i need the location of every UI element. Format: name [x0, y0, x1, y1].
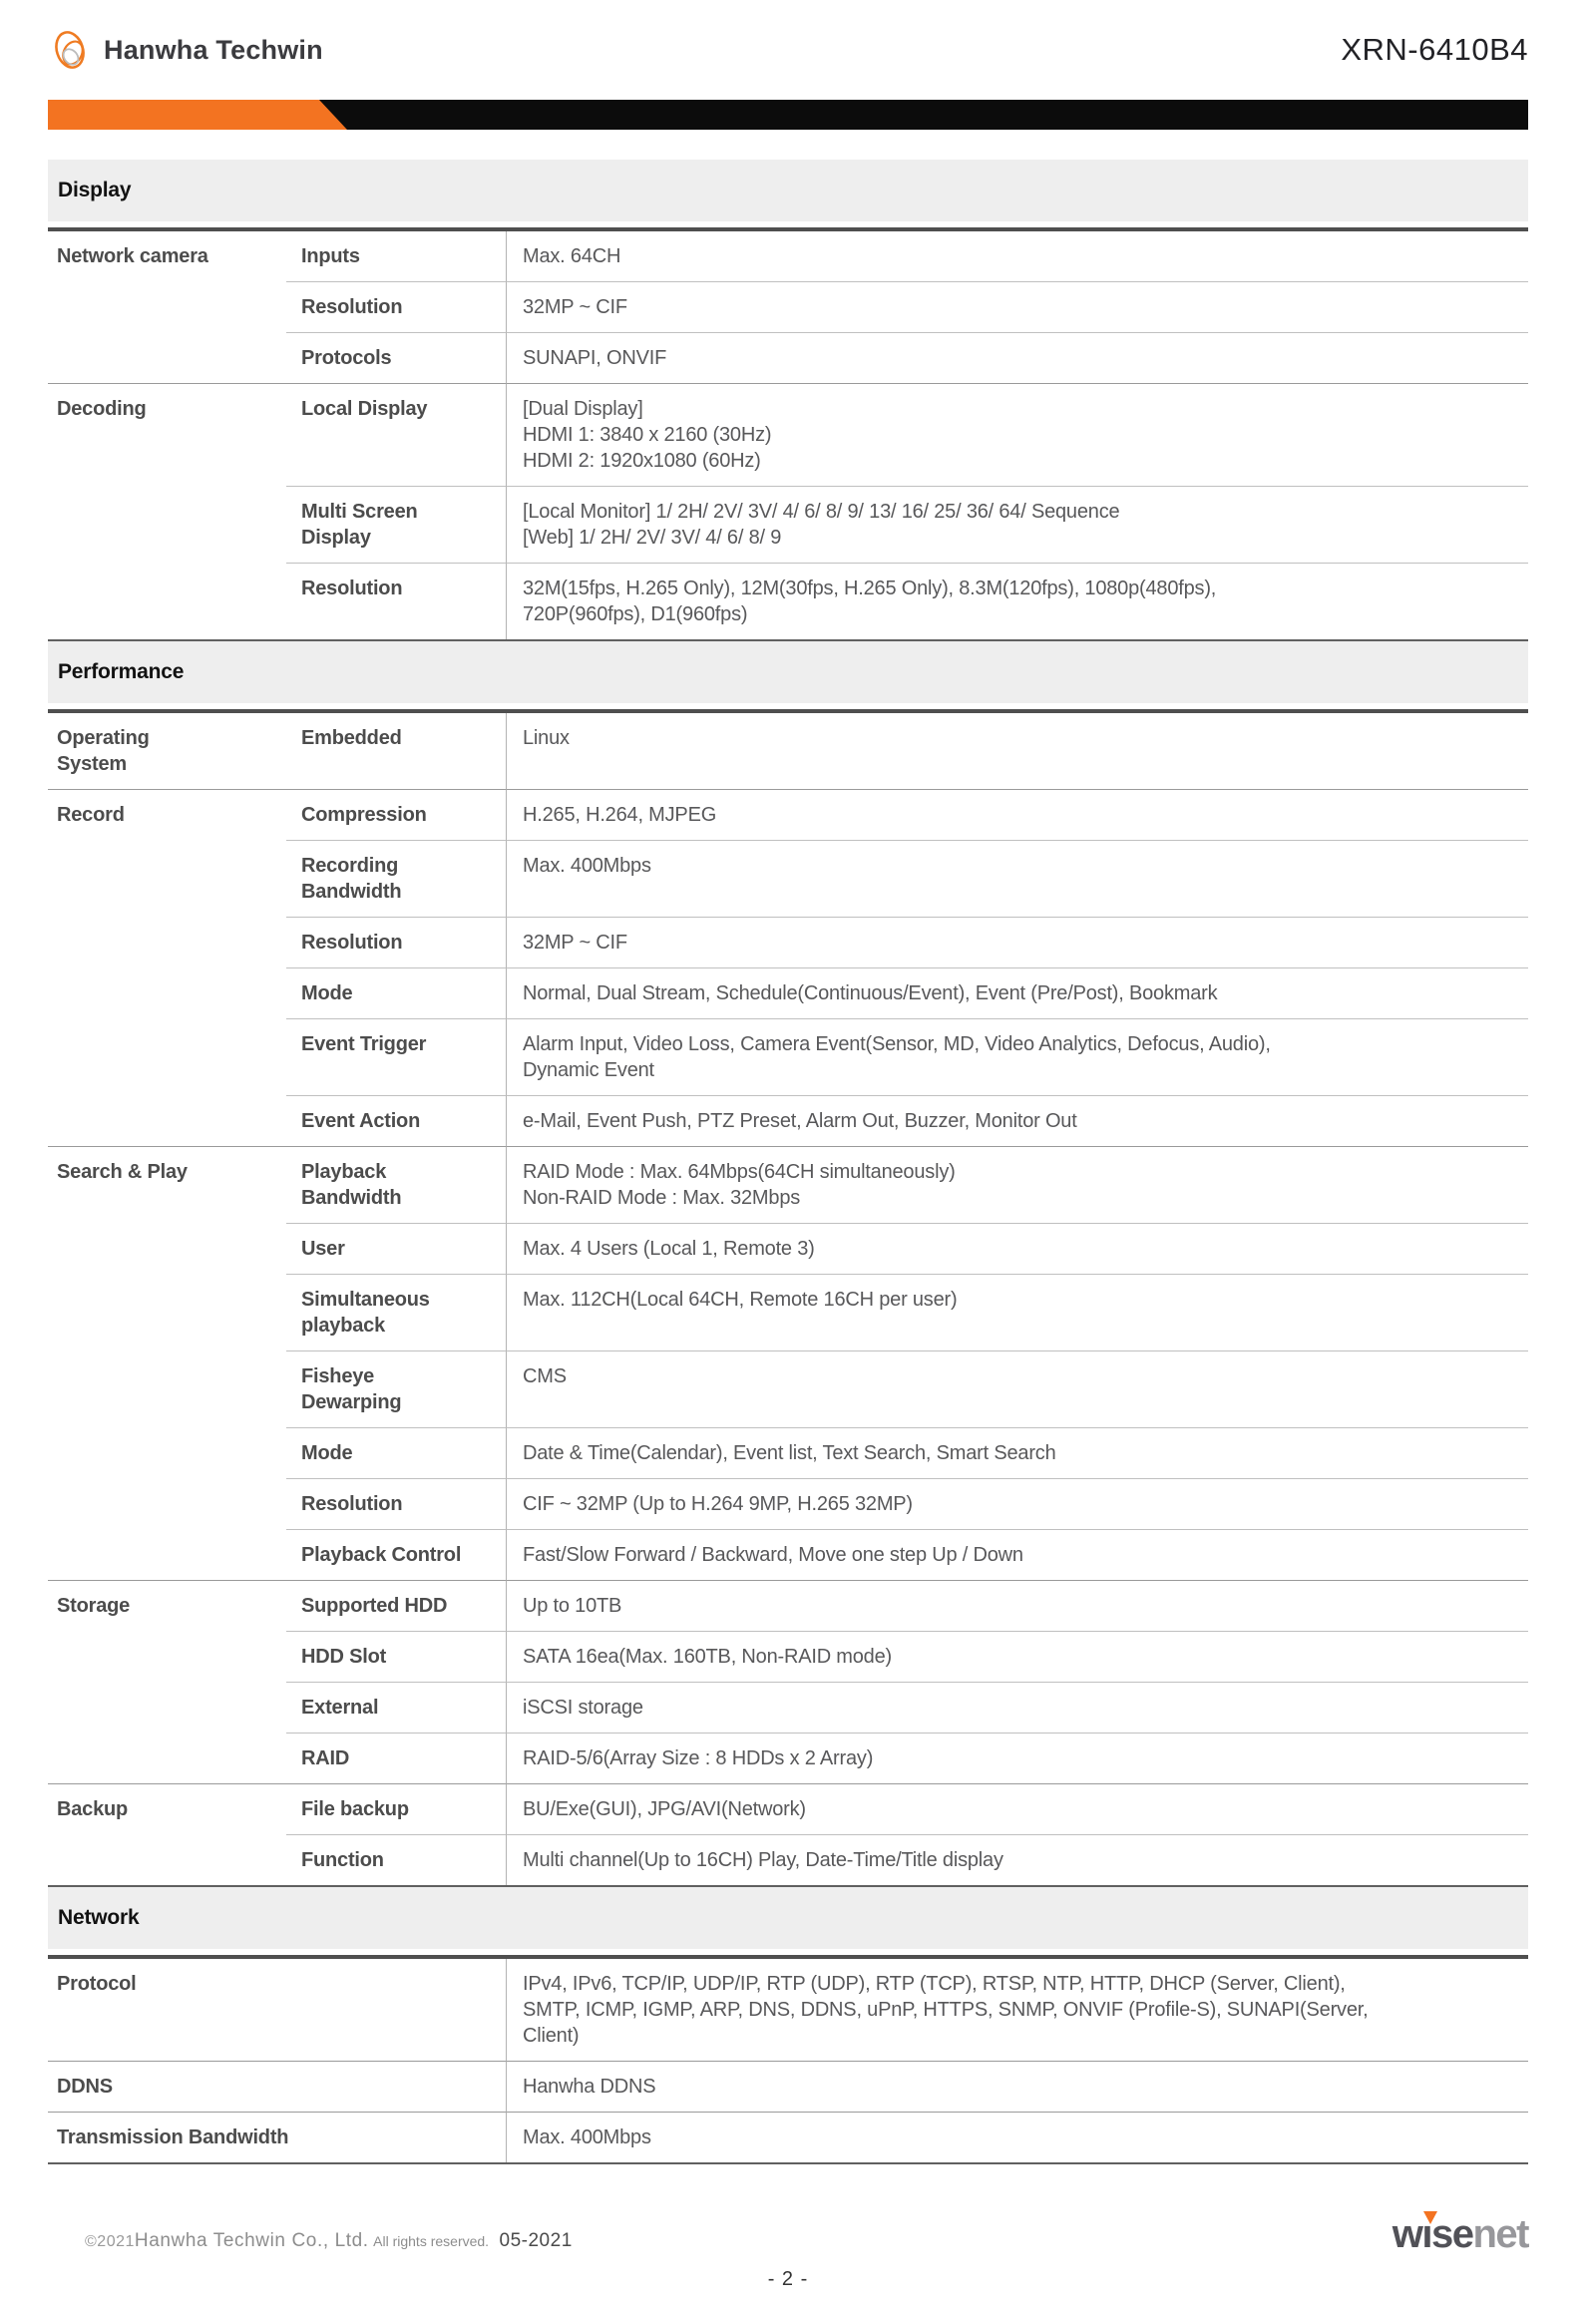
row-label: Compression — [286, 789, 506, 840]
row-value: Max. 400Mbps — [506, 2112, 1528, 2162]
row-group-label — [48, 563, 286, 639]
spec-row — [48, 1350, 1528, 1427]
page-header — [0, 0, 1596, 74]
row-label: Playback Control — [286, 1529, 506, 1580]
row-label: HDD Slot — [286, 1631, 506, 1682]
row-group-label — [48, 840, 286, 917]
spec-row — [48, 1146, 1528, 1223]
spec-row — [48, 789, 1528, 840]
section-header — [48, 160, 1528, 221]
copyright-year: ©2021 — [85, 2233, 135, 2250]
row-group-label — [48, 1834, 286, 1885]
row-label: Event Action — [286, 1095, 506, 1146]
row-value: [Local Monitor] 1/ 2H/ 2V/ 3V/ 4/ 6/ 8/ 9/ 13/ 16/ 25/ 36/ 64/ Sequence [Web] 1/ 2H/ 2V/ 3V/ 4/ 6/ 8/ 9 — [506, 486, 1528, 563]
row-label: Event Trigger — [286, 1018, 506, 1095]
section-table — [48, 227, 1528, 641]
page-footer — [48, 2164, 1528, 2314]
spec-row — [48, 1631, 1528, 1682]
row-label: Inputs — [301, 245, 360, 267]
spec-row — [48, 486, 1528, 563]
row-group-label — [48, 1427, 286, 1478]
row-group-label — [48, 1223, 286, 1274]
row-label: Resolution — [286, 917, 506, 967]
wisenet-logo-text-light: net — [1472, 2212, 1528, 2256]
section-header — [48, 641, 1528, 703]
spec-row — [48, 332, 1528, 383]
row-value: CIF ~ 32MP (Up to H.264 9MP, H.265 32MP) — [506, 1478, 1528, 1529]
spec-row — [48, 1529, 1528, 1580]
row-value: RAID Mode : Max. 64Mbps(64CH simultaneously) Non-RAID Mode : Max. 32Mbps — [506, 1146, 1528, 1223]
spec-row — [48, 1834, 1528, 1885]
row-value: SATA 16ea(Max. 160TB, Non-RAID mode) — [506, 1631, 1528, 1682]
spec-row — [48, 1427, 1528, 1478]
row-group-label: Network camera — [57, 245, 208, 267]
row-group-label — [48, 332, 286, 383]
row-group-label — [48, 1682, 286, 1733]
row-group-label — [48, 1350, 286, 1427]
spec-row — [48, 1478, 1528, 1529]
wisenet-triangle-icon — [1423, 2211, 1437, 2224]
row-label: Mode — [286, 967, 506, 1018]
row-value: Linux — [506, 713, 1528, 789]
spec-row — [48, 1274, 1528, 1350]
spec-row — [48, 840, 1528, 917]
row-value: [Dual Display] HDMI 1: 3840 x 2160 (30Hz) HDMI 2: 1920x1080 (60Hz) — [506, 383, 1528, 486]
row-value: RAID-5/6(Array Size : 8 HDDs x 2 Array) — [506, 1733, 1528, 1783]
row-label: Playback Bandwidth — [286, 1146, 506, 1223]
row-value: IPv4, IPv6, TCP/IP, UDP/IP, RTP (UDP), RTP (TCP), RTSP, NTP, HTTP, DHCP (Server, Client), SMTP, ICMP, IGMP, ARP, DNS, DDNS, uPnP, HTTPS, SNMP, ONVIF (Profile-S), SUNAPI(Server, Client) — [506, 1959, 1528, 2061]
row-group-label — [48, 281, 286, 332]
row-group-label — [48, 1018, 286, 1095]
copyright-line — [85, 2230, 573, 2252]
spec-row — [48, 1733, 1528, 1783]
row-group-label — [48, 1631, 286, 1682]
row-label: Simultaneous playback — [286, 1274, 506, 1350]
hanwha-logo-icon — [48, 26, 96, 74]
row-group-label — [48, 967, 286, 1018]
row-value: Date & Time(Calendar), Event list, Text Search, Smart Search — [506, 1427, 1528, 1478]
row-group-label: Storage — [48, 1580, 286, 1631]
row-group-label — [48, 486, 286, 563]
row-group-label — [48, 1274, 286, 1350]
row-group-label — [48, 1529, 286, 1580]
spec-row — [48, 1783, 1528, 1834]
row-value: Up to 10TB — [506, 1580, 1528, 1631]
section-table — [48, 709, 1528, 1887]
row-value: Max. 4 Users (Local 1, Remote 3) — [506, 1223, 1528, 1274]
spec-row — [48, 917, 1528, 967]
brand-logo — [48, 26, 323, 74]
row-group-label: Decoding — [48, 383, 286, 486]
row-label: Protocol — [57, 1973, 137, 1995]
row-value: Max. 112CH(Local 64CH, Remote 16CH per user) — [506, 1274, 1528, 1350]
row-label: Fisheye Dewarping — [286, 1350, 506, 1427]
page-number: - 2 - — [767, 2268, 809, 2290]
row-group-label: Operating System — [57, 727, 150, 775]
row-value: e-Mail, Event Push, PTZ Preset, Alarm Out, Buzzer, Monitor Out — [506, 1095, 1528, 1146]
spec-row — [48, 967, 1528, 1018]
row-label: Protocols — [286, 332, 506, 383]
spec-row — [48, 231, 1528, 281]
spec-row — [48, 281, 1528, 332]
row-value: Max. 64CH — [506, 231, 1528, 281]
spec-row — [48, 2112, 1528, 2162]
row-label: External — [286, 1682, 506, 1733]
spec-row — [48, 383, 1528, 486]
row-group-label — [48, 1095, 286, 1146]
header-accent-bar — [48, 100, 1528, 130]
accent-bar-orange-segment — [48, 100, 1528, 130]
spec-row — [48, 1223, 1528, 1274]
section-table — [48, 1955, 1528, 2164]
section-title: Network — [58, 1906, 140, 1929]
row-label: Mode — [286, 1427, 506, 1478]
row-value: 32MP ~ CIF — [506, 917, 1528, 967]
row-value: iSCSI storage — [506, 1682, 1528, 1733]
row-label: Resolution — [286, 1478, 506, 1529]
spec-row — [48, 1018, 1528, 1095]
spec-row — [48, 2061, 1528, 2112]
row-label: File backup — [286, 1783, 506, 1834]
row-value: Alarm Input, Video Loss, Camera Event(Sensor, MD, Video Analytics, Defocus, Audio), Dynamic Event — [506, 1018, 1528, 1095]
row-group-label: Record — [48, 789, 286, 840]
row-value: BU/Exe(GUI), JPG/AVI(Network) — [506, 1783, 1528, 1834]
spec-row — [48, 1580, 1528, 1631]
row-label: Resolution — [286, 563, 506, 639]
spec-row — [48, 563, 1528, 639]
row-label: Local Display — [286, 383, 506, 486]
row-label: Multi Screen Display — [286, 486, 506, 563]
copyright-company: Hanwha Techwin Co., Ltd. — [134, 2230, 369, 2251]
rights-reserved-text: All rights reserved. — [373, 2233, 490, 2249]
row-group-label: Backup — [48, 1783, 286, 1834]
row-value: Hanwha DDNS — [506, 2061, 1528, 2112]
row-value: H.265, H.264, MJPEG — [506, 789, 1528, 840]
spec-row — [48, 1095, 1528, 1146]
row-label: Resolution — [286, 281, 506, 332]
row-label: DDNS — [48, 2061, 506, 2112]
row-value: Normal, Dual Stream, Schedule(Continuous/Event), Event (Pre/Post), Bookmark — [506, 967, 1528, 1018]
spec-row — [48, 1682, 1528, 1733]
row-label: User — [286, 1223, 506, 1274]
row-group-label — [48, 1733, 286, 1783]
row-value: 32MP ~ CIF — [506, 281, 1528, 332]
row-group-label — [48, 1478, 286, 1529]
revision-date: 05-2021 — [499, 2230, 573, 2251]
row-label: Embedded — [301, 727, 402, 749]
row-label: RAID — [286, 1733, 506, 1783]
row-value: Multi channel(Up to 16CH) Play, Date-Time/Title display — [506, 1834, 1528, 1885]
row-label: Transmission Bandwidth — [48, 2112, 506, 2162]
model-number: XRN-6410B4 — [1341, 32, 1528, 67]
row-label: Recording Bandwidth — [286, 840, 506, 917]
wisenet-logo — [1393, 2214, 1528, 2254]
row-group-label — [48, 917, 286, 967]
section-header — [48, 1887, 1528, 1949]
spec-row — [48, 1959, 1528, 2061]
row-value: CMS — [506, 1350, 1528, 1427]
section-title: Display — [58, 179, 132, 201]
row-label: Supported HDD — [286, 1580, 506, 1631]
row-value: SUNAPI, ONVIF — [506, 332, 1528, 383]
row-group-label: Search & Play — [48, 1146, 286, 1223]
row-value: 32M(15fps, H.265 Only), 12M(30fps, H.265 Only), 8.3M(120fps), 1080p(480fps), 720P(960fps), D1(960fps) — [506, 563, 1528, 639]
section-title: Performance — [58, 660, 185, 683]
wisenet-logo-text-bold: wıse — [1392, 2212, 1473, 2256]
spec-row — [48, 713, 1528, 789]
brand-name: Hanwha Techwin — [104, 34, 323, 65]
spec-sections — [48, 160, 1528, 2164]
row-value: Fast/Slow Forward / Backward, Move one step Up / Down — [506, 1529, 1528, 1580]
row-value: Max. 400Mbps — [506, 840, 1528, 917]
row-label: Function — [286, 1834, 506, 1885]
